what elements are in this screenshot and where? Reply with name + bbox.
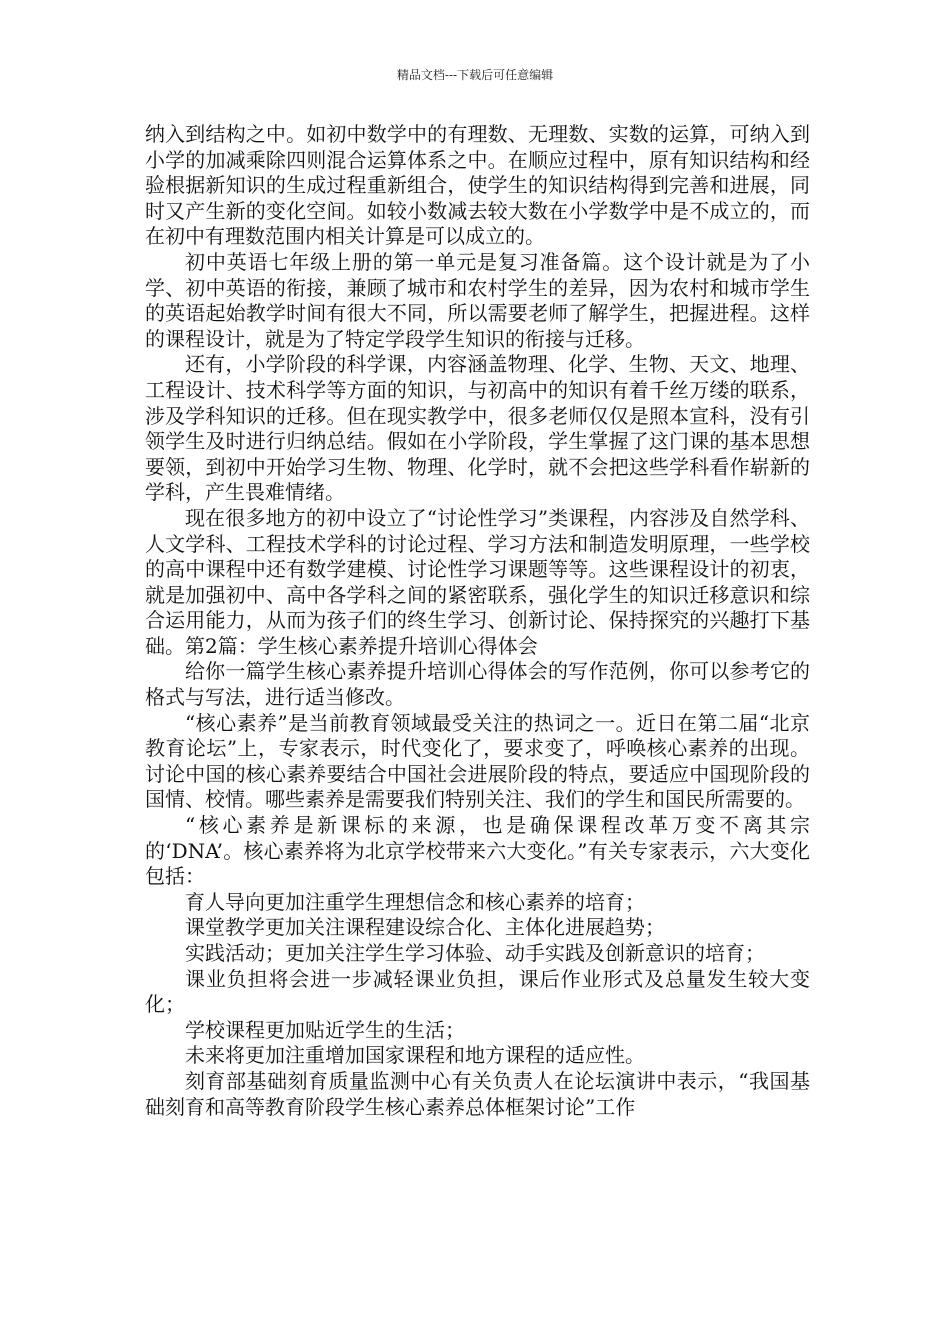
paragraph: 课业负担将会进一步减轻课业负担，课后作业形式及总量发生较大变化； bbox=[145, 966, 810, 1017]
paragraph: 课堂教学更加关注课程建设综合化、主体化进展趋势； bbox=[185, 915, 665, 940]
paragraph: 纳入到结构之中。如初中数学中的有理数、无理数、实数的运算，可纳入到小学的加减乘除四则混合运算体系之中。在顺应过程中，原有知识结构和经验根据新知识的生成过程重新组合，使学生的知识结构得到完善和进展，同时又产生新的变化空间。如较小数减去较大数在小学数学中是不成立的，而在初中有理数范围内相关计算是可以成立的。 bbox=[145, 122, 810, 249]
paragraph: 刻育部基础刻育质量监测中心有关负责人在论坛演讲中表示，“我国基础刻育和高等教育阶段学生核心素养总体框架讨论”工作 bbox=[145, 1068, 810, 1119]
paragraph: 还有，小学阶段的科学课，内容涵盖物理、化学、生物、天文、地理、工程设计、技术科学等方面的知识，与初高中的知识有着千丝万缕的联系，涉及学科知识的迁移。但在现实教学中，很多老师仅仅是照本宣科，没有引领学生及时进行归纳总结。假如在小学阶段，学生掌握了这门课的基本思想要领，到初中开始学习生物、物理、化学时，就不会把这些学科看作崭新的学科，产生畏难情绪。 bbox=[145, 352, 810, 505]
paragraph: 育人导向更加注重学生理想信念和核心素养的培育； bbox=[185, 889, 645, 914]
paragraph: 学校课程更加贴近学生的生活； bbox=[185, 1017, 465, 1042]
page-header: 精品文档---下载后可任意编辑 bbox=[396, 68, 554, 82]
paragraph: 初中英语七年级上册的第一单元是复习准备篇。这个设计就是为了小学、初中英语的衔接，兼顾了城市和农村学生的差异，因为农村和城市学生的英语起始教学时间有很大不同，所以需要老师了解学生，把握进程。这样的课程设计，就是为了特定学段学生知识的衔接与迁移。 bbox=[145, 249, 810, 351]
paragraph: “核心素养”是当前教育领域最受关注的热词之一。近日在第二届“北京教育论坛”上，专家表示，时代变化了，要求变了，呼唤核心素养的出现。讨论中国的核心素养要结合中国社会进展阶段的特点，要适应中国现阶段的国情、校情。哪些素养是需要我们特别关注、我们的学生和国民所需要的。 bbox=[145, 710, 810, 812]
paragraph: 实践活动；更加关注学生学习体验、动手实践及创新意识的培育； bbox=[185, 941, 765, 965]
paragraph: 未来将更加注重增加国家课程和地方课程的适应性。 bbox=[185, 1043, 645, 1068]
paragraph: 现在很多地方的初中设立了“讨论性学习”类课程，内容涉及自然学科、人文学科、工程技术学科的讨论过程、学习方法和制造发明原理，一些学校的高中课程中还有数学建模、讨论性学习课题等等。这些课程设计的初衷，就是加强初中、高中各学科之间的紧密联系，强化学生的知识迁移意识和综合运用能力，从而为孩子们的终生学习、创新讨论、保持探究的兴趣打下基础。第2篇：学生核心素养提升培训心得体会 bbox=[145, 505, 810, 658]
paragraph: 给你一篇学生核心素养提升培训心得体会的写作范例，你可以参考它的格式与写法，进行适当修改。 bbox=[145, 659, 810, 710]
paragraph: “核心素养是新课标的来源，也是确保课程改革万变不离其宗的‘DNA’。核心素养将为北京学校带来六大变化。”有关专家表示，六大变化包括： bbox=[145, 813, 810, 889]
document-body bbox=[145, 122, 810, 1120]
